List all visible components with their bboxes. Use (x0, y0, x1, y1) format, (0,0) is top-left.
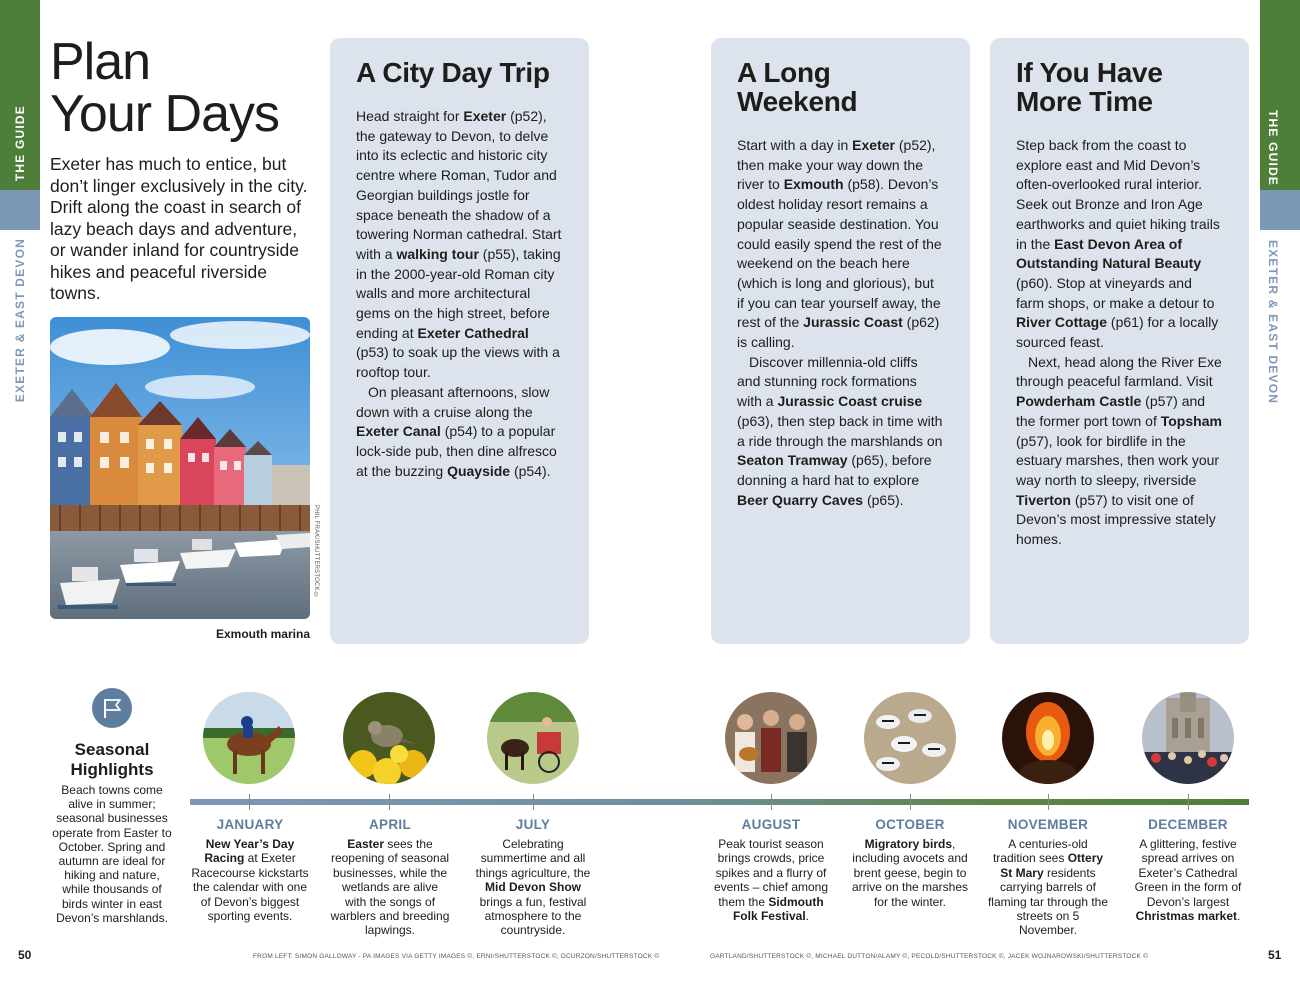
page-number-right: 51 (1268, 948, 1282, 962)
card-paragraph-1: Head straight for Exeter (p52), the gateway to Devon, to delve into its eclectic and historic city centre where Roman, Tudor and Georgian buildings jostle for space beneath the shadow of a towering Norman cathedral. Start with a walking tour (p55), taking in the 2000-year-old Roman city walls and more architectural gems on the high street, before ending at Exeter Cathedral (p53) to soak up the views with a rooftop tour. (356, 108, 562, 381)
page-number-left: 50 (18, 948, 32, 962)
timeline-tick-april (389, 794, 390, 810)
month-description: New Year’s Day Racing at Exeter Racecourse kickstarts the calendar with one of Devon’s biggest sporting events. (191, 837, 309, 924)
month-description: A glittering, festive spread arrives on Exeter’s Cathedral Green in the form of Devon’s largest Christmas market. (1134, 837, 1242, 924)
december-photo (1142, 692, 1234, 784)
timeline-tick-december (1188, 794, 1189, 810)
seasonal-title: Seasonal Highlights (70, 740, 154, 779)
page-title (50, 33, 320, 143)
month-label: DECEMBER (1148, 817, 1228, 832)
month-january (190, 817, 310, 923)
month-label: AUGUST (741, 817, 801, 832)
card-title: A City Day Trip (356, 57, 550, 88)
card-paragraph-1: Start with a day in Exeter (p52), then make your way down the river to Exmouth (p58). Devon’s oldest holiday resort remains a popular seaside destination. You could easily spend the rest of the weekend on the beach here (which is long and glorious), but if you can tear yourself away, the rest of the Jurassic Coast (p62) is calling. (737, 137, 942, 351)
month-july (472, 817, 594, 938)
photo-credits-left: FROM LEFT: SIMON GALLOWAY - PA IMAGES VIA GETTY IMAGES ©, ERNI/SHUTTERSTOCK ©, DCURZON/SHUTTERSTOCK © (253, 953, 660, 960)
month-october (849, 817, 971, 909)
month-label: NOVEMBER (1007, 817, 1089, 832)
card-paragraph-1: Step back from the coast to explore east and Mid Devon’s often-overlooked rural interior. Seek out Bronze and Iron Age earthworks and quiet hiking trails in the East Devon Area of Outstanding Natural Beauty (p60). Stop at vineyards and farm shops, or make a detour to River Cottage (p61) for a locally sourced feast. (1016, 137, 1220, 351)
timeline-tick-august (771, 794, 772, 810)
right-color-marker (1260, 190, 1300, 230)
month-november (987, 817, 1109, 938)
month-label: JULY (515, 817, 551, 832)
photo-caption: Exmouth marina (215, 627, 310, 641)
month-description: Migratory birds, including avocets and brent geese, begin to arrive on the marshes for the winter. (851, 837, 969, 909)
photo-credit: PHIL FRAK/SHUTTERSTOCK © (313, 505, 319, 599)
page-title-line2: Your Days (50, 85, 279, 143)
card-title: If You Have More Time (1016, 57, 1163, 117)
month-label: JANUARY (216, 817, 284, 832)
exmouth-marina-photo (50, 317, 310, 619)
month-label: OCTOBER (875, 817, 945, 832)
right-guide-label: THE GUIDE (1266, 110, 1280, 187)
photo-credits-right: GARTLAND/SHUTTERSTOCK ©, MICHAEL DUTTON/ALAMY ©, PECOLD/SHUTTERSTOCK ©, JACEK WOJNAROWSKI/SHUTTERSTOCK © (710, 953, 1149, 960)
timeline-tick-october (910, 794, 911, 810)
november-photo (1002, 692, 1094, 784)
timeline-tick-july (533, 794, 534, 810)
left-section-label: EXETER & EAST DEVON (13, 238, 27, 403)
flag-icon (92, 688, 132, 728)
intro-text: Exeter has much to entice, but don’t linger exclusively in the city. Drift along the coast in search of lazy beach days and adventure, or wander inland for countryside hikes and peaceful riverside towns. (50, 154, 308, 303)
timeline-tick-january (249, 794, 250, 810)
page-title-line1: Plan (50, 33, 151, 91)
month-description: Peak tourist season brings crowds, price spikes and a flurry of events – chief among them the Sidmouth Folk Festival. (713, 837, 829, 924)
october-photo (864, 692, 956, 784)
month-december (1127, 817, 1249, 923)
right-section-label: EXETER & EAST DEVON (1266, 240, 1280, 405)
month-description: Easter sees the reopening of seasonal businesses, while the wetlands are alive with the songs of warblers and breeding lapwings. (330, 837, 450, 938)
month-april (330, 817, 450, 938)
april-photo (343, 692, 435, 784)
month-august (710, 817, 832, 923)
long-weekend-card (711, 38, 970, 644)
august-photo (725, 692, 817, 784)
card-paragraph-2: On pleasant afternoons, slow down with a cruise along the Exeter Canal (p54) to a popular lock-side pub, then dine alfresco at the buzzing Quayside (p54). (356, 383, 557, 479)
timeline-bar (190, 799, 1249, 805)
timeline-tick-november (1048, 794, 1049, 810)
january-photo (203, 692, 295, 784)
july-photo (487, 692, 579, 784)
month-description: A centuries-old tradition sees Ottery St Mary residents carrying barrels of flaming tar through the streets on 5 November. (987, 837, 1109, 938)
card-paragraph-2: Discover millennia-old cliffs and stunning rock formations with a Jurassic Coast cruise (p63), then step back in time with a ride through the marshlands on Seaton Tramway (p65), before donning a hard hat to explore Beer Quarry Caves (p65). (737, 353, 943, 508)
month-description: Celebrating summertime and all things agriculture, the Mid Devon Show brings a fun, festival atmosphere to the countryside. (475, 837, 591, 938)
month-label: APRIL (369, 817, 411, 832)
card-paragraph-2: Next, head along the River Exe through peaceful farmland. Visit Powderham Castle (p57) and the former port town of Topsham (p57), look for birdlife in the estuary marshes, then work your way north to sleepy, riverside Tiverton (p57) to visit one of Devon’s most impressive stately homes. (1016, 353, 1222, 548)
more-time-card (990, 38, 1249, 644)
city-day-trip-card (330, 38, 589, 644)
left-color-marker (0, 190, 40, 230)
marina-illustration (50, 317, 310, 619)
seasonal-description: Beach towns come alive in summer; seasonal businesses operate from Easter to October. Spring and autumn are ideal for hiking and nature, while thousands of birds winter in east Devon’s marshlands. (52, 783, 172, 925)
card-title: A Long Weekend (737, 57, 858, 117)
left-guide-label: THE GUIDE (13, 105, 27, 182)
